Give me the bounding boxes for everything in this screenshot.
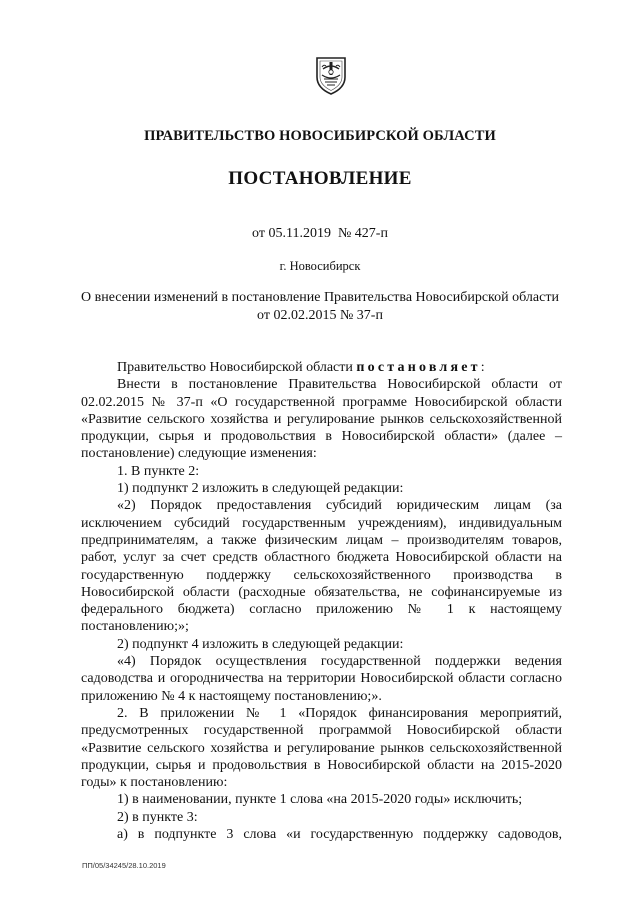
paragraph-subitem-2: 2) подпункт 4 изложить в следующей редакции: (117, 636, 404, 652)
paragraph-subitem-a: а) в подпункте 3 слова «и государственную поддержку садоводов, (117, 827, 562, 843)
subject-line-2: от 02.02.2015 № 37-п (257, 307, 383, 323)
preamble-tail: : (480, 360, 485, 375)
paragraph-subitem-2-2: 2) в пункте 3: (117, 809, 198, 825)
footer-document-code: ПП/05/34245/28.10.2019 (82, 861, 166, 870)
document-subject (78, 289, 562, 324)
document-city: г. Новосибирск (279, 259, 361, 273)
paragraph-main: Внести в постановление Правительства Новосибирской области от 02.02.2015 № 37-п «О государственной программе Новосибирской области «Развитие сельского хозяйства и регулирование рынков сельскохозяйственной продукции, сырья и продовольствия в Новосибирской области» (далее – постановление) следующие изменения: (81, 377, 562, 462)
document-date-number: от 05.11.2019 № 427-п (252, 226, 388, 241)
document-body (81, 359, 562, 843)
organization-title: ПРАВИТЕЛЬСТВО НОВОСИБИРСКОЙ ОБЛАСТИ (144, 128, 496, 144)
preamble-action: постановляет (356, 360, 481, 375)
paragraph-item-1: 1. В пункте 2: (117, 463, 200, 479)
paragraph-quote-4: «4) Порядок осуществления государственной поддержки ведения садоводства и огородничества на территории Новосибирской области согласно приложению № 4 к настоящему постановлению;». (81, 654, 562, 704)
paragraph-preamble (81, 359, 562, 376)
coat-of-arms-icon (314, 55, 348, 95)
paragraph-quote-2: «2) Порядок предоставления субсидий юридическим лицам (за исключением субсидий государственным учреждениям), индивидуальным предпринимателям, а также физическим лицам – производителям товаров, работ, услуг за счет средств областного бюджета Новосибирской области на государственную поддержку сельскохозяйственного производства в Новосибирской области (расходные обязательства, не софинансируемые из федерального бюджета) согласно приложению № 1 к настоящему постановлению;»; (81, 498, 562, 635)
subject-line-1: О внесении изменений в постановление Правительства Новосибирской области (81, 290, 559, 305)
preamble-lead: Правительство Новосибирской области (117, 360, 357, 375)
document-type-title: ПОСТАНОВЛЕНИЕ (228, 168, 412, 189)
paragraph-subitem-1: 1) подпункт 2 изложить в следующей редакции: (117, 481, 404, 497)
paragraph-item-2: 2. В приложении № 1 «Порядок финансирования мероприятий, предусмотренных государственной программой Новосибирской области «Развитие сельского хозяйства и регулирование рынков сельскохозяйственной продукции, сырья и продовольствия в Новосибирской области на 2015-2020 годы» к постановлению: (81, 705, 562, 791)
paragraph-subitem-2-1: 1) в наименовании, пункте 1 слова «на 2015-2020 годы» исключить; (117, 792, 523, 808)
